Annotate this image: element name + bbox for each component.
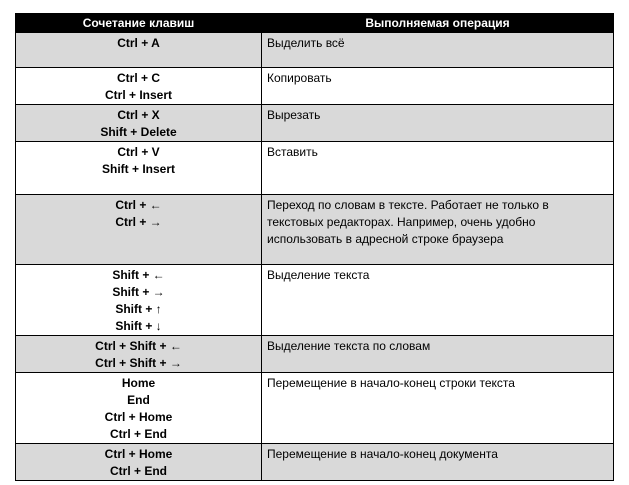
shortcut-keys-cell [16,336,262,373]
operation-cell: Выделить всё [262,33,614,68]
shortcut-keys-cell [16,105,262,142]
shortcut-key: Ctrl + Home [104,447,173,461]
cropped-caption-fragment [0,0,629,5]
table-row [16,142,614,195]
shortcut-key: Ctrl + Home [104,410,173,424]
table-header [16,14,614,33]
operation-cell: Выделение текста по словам [262,336,614,373]
shortcut-keys-cell [16,68,262,105]
operation-cell: Вставить [262,142,614,195]
operation-cell: Вырезать [262,105,614,142]
shortcut-key: Shift + → [112,285,165,299]
header-row [16,14,614,33]
column-header-keys: Сочетание клавиш [16,14,262,33]
operation-cell: Копировать [262,68,614,105]
shortcut-key: Ctrl + Shift + ← [95,339,182,353]
shortcut-key: Shift + ← [112,268,165,282]
shortcut-keys-cell [16,444,262,481]
shortcut-key: Ctrl + Shift + → [95,356,182,370]
shortcut-key: Home [121,376,156,390]
shortcut-key: Shift + Delete [100,125,177,139]
shortcut-key: Shift + ↓ [115,319,162,333]
shortcut-key: Ctrl + → [115,215,162,229]
shortcut-keys-cell [16,265,262,336]
shortcut-key: Ctrl + C [116,71,160,85]
table-row [16,373,614,444]
table-row [16,195,614,265]
shortcut-key: Ctrl + ← [115,198,162,212]
operation-cell: Переход по словам в тексте. Работает не только в текстовых редакторах. Например, очень удобно использовать в адресной строке браузера [262,195,614,265]
shortcut-keys-cell [16,373,262,444]
shortcut-key: Ctrl + End [109,464,167,478]
shortcut-key: End [127,393,150,407]
shortcut-key: Shift + ↑ [115,302,162,316]
shortcut-keys-cell [16,195,262,265]
shortcut-keys-cell [16,33,262,68]
table-row [16,33,614,68]
shortcut-key: Ctrl + End [109,427,167,441]
table-row [16,265,614,336]
shortcut-key: Ctrl + Insert [104,88,173,102]
operation-cell: Выделение текста [262,265,614,336]
shortcut-key: Ctrl + A [117,36,160,50]
keyboard-shortcuts-table [15,13,614,481]
operation-cell: Перемещение в начало-конец строки текста [262,373,614,444]
table-row [16,105,614,142]
operation-cell: Перемещение в начало-конец документа [262,444,614,481]
table-row [16,68,614,105]
column-header-operation: Выполняемая операция [262,14,614,33]
table-row [16,444,614,481]
shortcut-key: Ctrl + V [117,145,160,159]
shortcut-key: Ctrl + X [117,108,160,122]
table-row [16,336,614,373]
shortcut-key: Shift + Insert [101,162,175,176]
shortcut-keys-cell [16,142,262,195]
